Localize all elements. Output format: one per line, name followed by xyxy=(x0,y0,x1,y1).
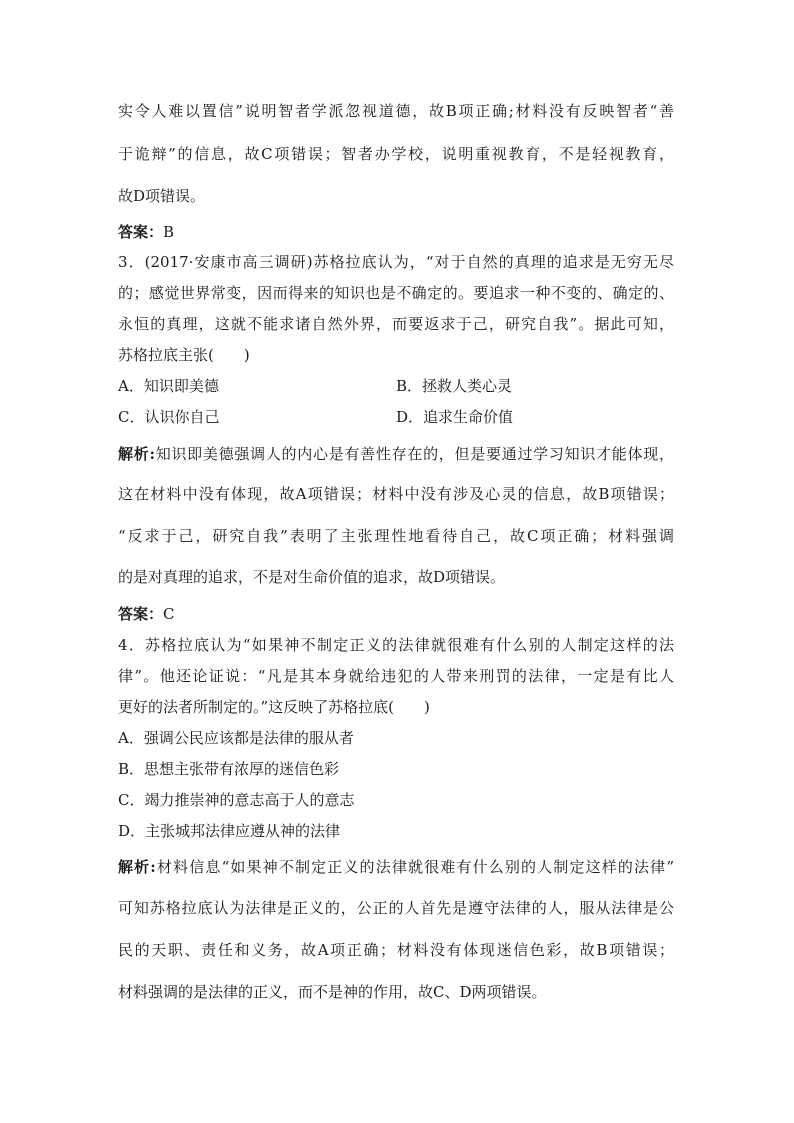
q4-analysis-line-2: 可知苏格拉底认为法律是正义的，公正的人首先是遵守法律的人，服从法律是公 xyxy=(118,899,674,917)
option-label: B． xyxy=(396,377,423,395)
q4-option-c[interactable] xyxy=(118,790,355,810)
option-text: 强调公民应该都是法律的服从者 xyxy=(143,729,354,747)
q3-option-d[interactable] xyxy=(396,407,513,427)
q4-option-d[interactable] xyxy=(118,821,340,841)
option-text: 知识即美德 xyxy=(143,377,219,395)
option-text: 认识你自己 xyxy=(144,408,220,426)
q3-stem-text: 苏格拉底认为，“对于自然的真理的追求是无穷无尽 xyxy=(312,253,675,271)
option-text: 主张城邦法律应遵从神的法律 xyxy=(145,822,341,840)
q3-stem-line-4: 苏格拉底主张( ) xyxy=(118,346,250,364)
q4-analysis-line-3: 民的天职、责任和义务，故A项正确；材料没有体现迷信色彩，故B项错误； xyxy=(118,941,674,959)
option-label: C． xyxy=(118,408,145,426)
q3-stem-line-2: 的；感觉世界常变，因而得来的知识也是不确定的。要追求一种不变的、确定的、 xyxy=(118,284,674,302)
prev-analysis-line-2: 于诡辩”的信息，故C项错误；智者办学校，说明重视教育，不是轻视教育， xyxy=(118,145,674,163)
answer-label: 答案： xyxy=(118,605,164,623)
q4-stem-line-2: 律”。他还论证说：“凡是其本身就给违犯的人带来刑罚的法律，一定是有比人 xyxy=(118,667,674,685)
option-label: B． xyxy=(118,760,145,778)
option-text: 竭力推崇神的意志高于人的意志 xyxy=(144,791,355,809)
q3-option-b[interactable] xyxy=(396,376,512,396)
answer-value: C xyxy=(163,605,175,623)
analysis-text: 知识即美德强调人的内心是有善性存在的，但是要通过学习知识才能体现， xyxy=(155,445,674,463)
q4-analysis-line-1 xyxy=(118,857,674,877)
analysis-label: 解析: xyxy=(118,858,156,876)
q4-option-a[interactable] xyxy=(118,728,354,748)
answer-value: B xyxy=(163,223,175,241)
prev-answer xyxy=(118,222,174,242)
option-text: 追求生命价值 xyxy=(423,408,514,426)
q4-analysis-line-4: 材料强调的是法律的正义，而不是神的作用，故C、D两项错误。 xyxy=(118,983,547,1001)
prev-analysis-line-3: 故D项错误。 xyxy=(118,187,206,205)
q3-option-a[interactable] xyxy=(118,376,219,396)
option-label: D． xyxy=(396,408,424,426)
analysis-text: 材料信息“如果神不制定正义的法律就很难有什么别的人制定这样的法律” xyxy=(155,858,675,876)
q4-option-b[interactable] xyxy=(118,759,339,779)
q3-number: 3． xyxy=(118,253,145,271)
q3-stem-line-3: 永恒的真理，这就不能求诸自然外界，而要返求于己，研究自我”。据此可知， xyxy=(118,315,674,333)
q4-number: 4． xyxy=(118,636,146,654)
option-label: A． xyxy=(118,729,144,747)
prev-analysis-line-1: 实令人难以置信”说明智者学派忽视道德，故B项正确;材料没有反映智者“善 xyxy=(118,102,674,120)
option-text: 拯救人类心灵 xyxy=(422,377,513,395)
q3-source: (2017·安康市高三调研) xyxy=(144,253,313,271)
q3-answer xyxy=(118,604,175,624)
q3-analysis-line-3: “反求于己，研究自我”表明了主张理性地看待自己，故C项正确；材料强调 xyxy=(118,527,674,545)
q3-analysis-line-1 xyxy=(118,444,674,464)
q4-stem-text: 苏格拉底认为“如果神不制定正义的法律就很难有什么别的人制定这样的法 xyxy=(145,636,675,654)
q4-stem-line-1 xyxy=(118,635,674,655)
analysis-label: 解析: xyxy=(118,445,155,463)
option-label: C． xyxy=(118,791,145,809)
q3-analysis-line-2: 这在材料中没有体现，故A项错误；材料中没有涉及心灵的信息，故B项错误； xyxy=(118,485,674,503)
q4-stem-line-3: 更好的法者所制定的。”这反映了苏格拉底( ) xyxy=(118,698,430,716)
q3-analysis-line-4: 的是对真理的追求，不是对生命价值的追求，故D项错误。 xyxy=(118,568,506,586)
answer-label: 答案： xyxy=(118,223,164,241)
q3-option-c[interactable] xyxy=(118,407,220,427)
q3-stem-line-1 xyxy=(118,252,674,272)
option-label: A． xyxy=(118,377,144,395)
option-text: 思想主张带有浓厚的迷信色彩 xyxy=(144,760,340,778)
option-label: D． xyxy=(118,822,146,840)
